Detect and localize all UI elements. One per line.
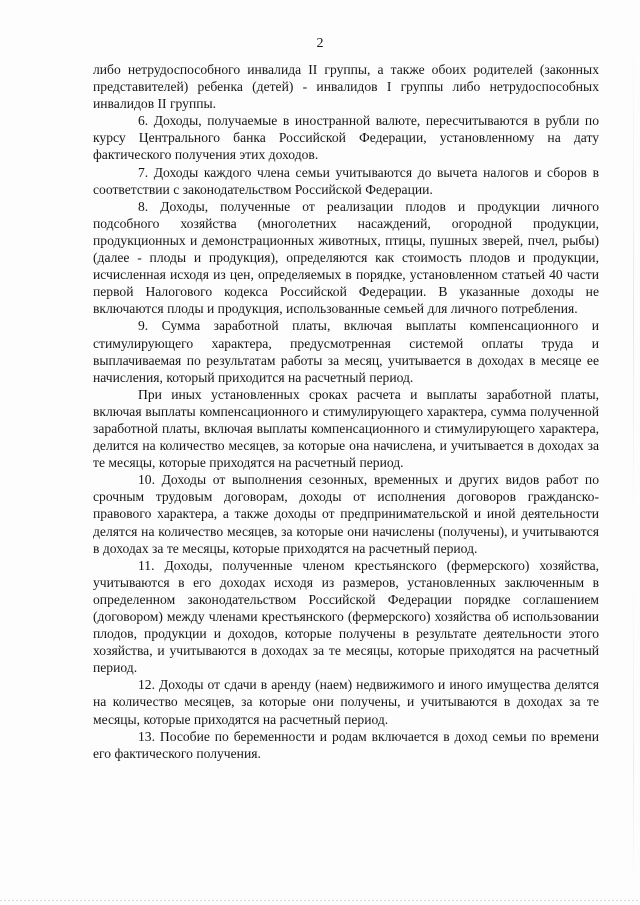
paragraph-12: 12. Доходы от сдачи в аренду (наем) недвижимого и иного имущества делятся на количество месяцев, за которые они получены, и учитываются в доходах за те месяцы, которые приходятся на расчетный период.: [93, 677, 599, 727]
paragraph-9: 9. Сумма заработной платы, включая выплаты компенсационного и стимулирующего характера, предусмотренная системой оплаты труда и выплачиваемая по результатам работы за месяц, учитывается в доходах в месяце ее начисления, который приходится на расчетный период.: [93, 318, 599, 385]
paragraph-continuation: либо нетрудоспособного инвалида II группы, а также обоих родителей (законных представителей) ребенка (детей) - инвалидов I группы либо нетрудоспособных инвалидов II группы.: [93, 62, 599, 112]
paragraph-9-cont: При иных установленных сроках расчета и выплаты заработной платы, включая выплаты компенсационного и стимулирующего характера, сумма полученной заработной платы, включая выплаты компенсационного и стимулирующего характера, делится на количество месяцев, за которые она начислена, и учитывается в доходах за те месяцы, которые приходятся на расчетный период.: [93, 386, 599, 471]
document-body: [93, 61, 599, 762]
paragraph-6: 6. Доходы, получаемые в иностранной валюте, пересчитываются в рубли по курсу Центрального банка Российской Федерации, установленному на дату фактического получения этих доходов.: [93, 113, 599, 163]
page-number: 2: [316, 36, 324, 51]
paragraph-11: 11. Доходы, полученные членом крестьянского (фермерского) хозяйства, учитываются в его доходах исходя из размеров, установленных заключенным в определенном законодательством Российской Федерации порядке соглашением (договором) между членами крестьянского (фермерского) хозяйства об использовании плодов, продукции и доходов, которые получены в результате деятельности этого хозяйства, и учитываются в доходах за те месяцы, которые приходятся на расчетный период.: [93, 557, 599, 676]
paragraph-7: 7. Доходы каждого члена семьи учитываются до вычета налогов и сборов в соответствии с законодательством Российской Федерации.: [93, 164, 599, 197]
scan-bottom-artifact: [0, 900, 640, 901]
scan-edge-shadow: [633, 0, 634, 905]
paragraph-10: 10. Доходы от выполнения сезонных, временных и других видов работ по срочным трудовым договорам, доходы от исполнения договоров гражданско-правового характера, а также доходы от предпринимательской и иной деятельности делятся на количество месяцев, за которые они начислены (получены), и учитываются в доходах за те месяцы, которые приходятся на расчетный период.: [93, 472, 599, 556]
paragraph-8: 8. Доходы, полученные от реализации плодов и продукции личного подсобного хозяйства (многолетних насаждений, огородной продукции, продукционных и демонстрационных животных, птицы, пушных зверей, пчел, рыбы) (далее - плоды и продукция), определяются как стоимость плодов и продукции, исчисленная исходя из цен, определяемых в порядке, установленном статьей 40 части первой Налогового кодекса Российской Федерации. В указанные доходы не включаются плоды и продукция, использованные семьей для личного потребления.: [93, 198, 599, 317]
paragraph-13: 13. Пособие по беременности и родам включается в доход семьи по времени его фактического получения.: [93, 728, 599, 761]
